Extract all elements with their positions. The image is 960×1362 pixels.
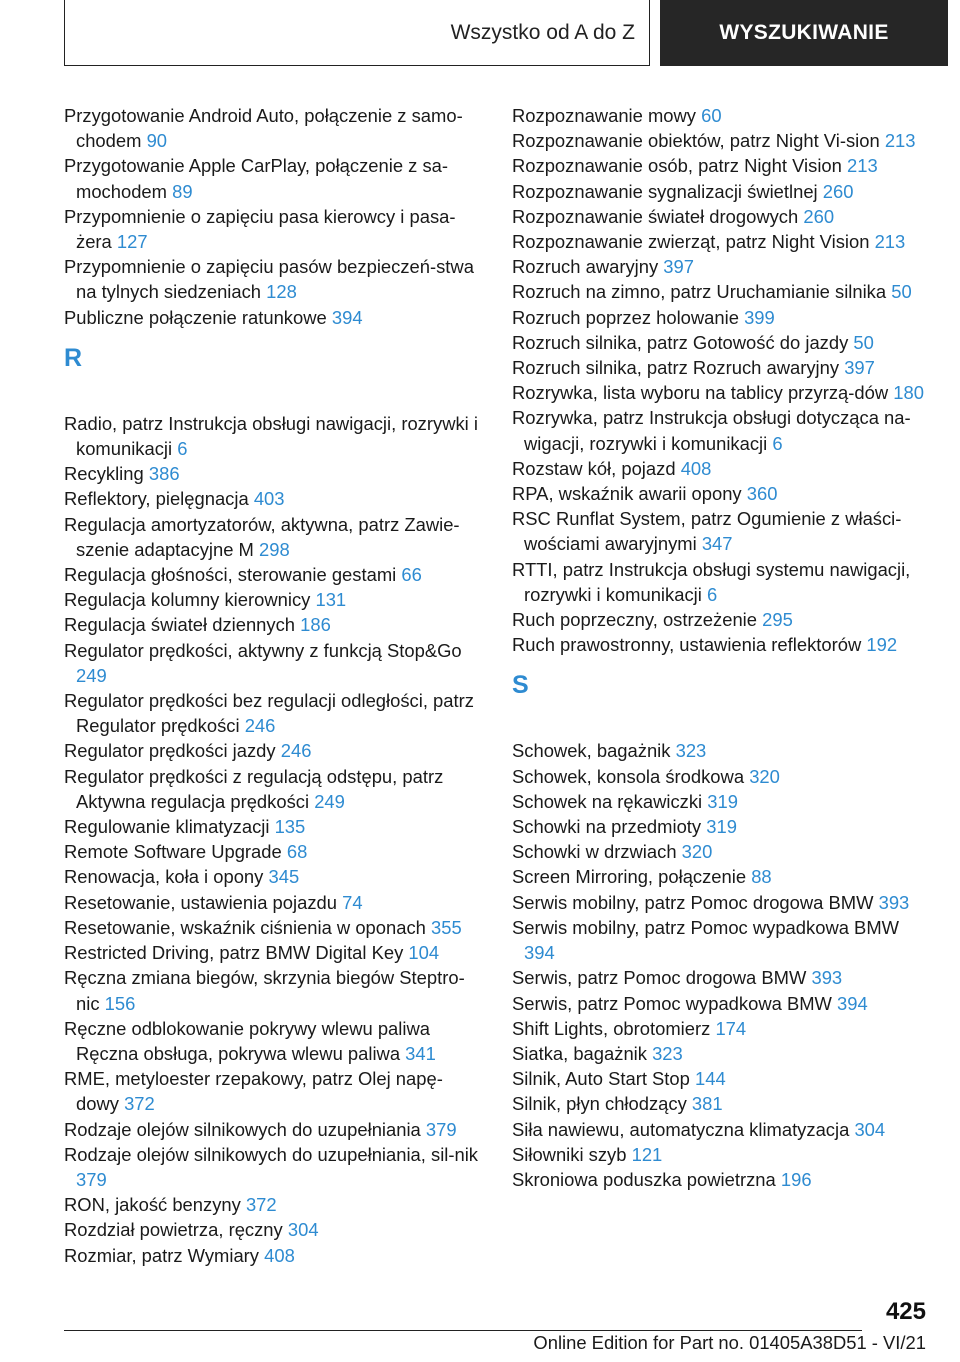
index-entry	[64, 1243, 484, 1268]
entry-text: Shift Lights, obrotomierz	[512, 1017, 711, 1039]
index-entry	[64, 512, 484, 562]
tab-a-to-z-label: Wszystko od A do Z	[450, 20, 635, 44]
entry-text: Radio, patrz Instrukcja obsługi nawigacji, rozrywki i komunikacji	[64, 412, 478, 460]
page-link[interactable]: 6	[177, 438, 188, 460]
entry-text: Regulator prędkości z regulacją odstępu, patrz Aktywna regulacja prędkości	[64, 765, 444, 812]
entry-text: Siłowniki szyb	[512, 1143, 627, 1165]
entry-text: Przypomnienie o zapięciu pasa kierowcy i pasa‐żera	[64, 205, 456, 253]
index-entry	[64, 1217, 484, 1242]
index-entry	[512, 229, 932, 254]
index-entry	[512, 128, 932, 153]
entry-text: Silnik, płyn chłodzący	[512, 1093, 687, 1115]
entry-text: Ruch prawostronny, ustawienia reflektorów	[512, 634, 862, 656]
page-link[interactable]: 323	[652, 1042, 683, 1064]
index-entry	[64, 738, 484, 763]
entry-text: Reflektory, pielęgnacja	[64, 488, 249, 510]
entry-text: Regulator prędkości jazdy	[64, 740, 276, 762]
entry-text: Rozruch awaryjny	[512, 256, 659, 278]
page-link[interactable]: 304	[287, 1219, 319, 1241]
index-entry	[64, 1117, 484, 1142]
entry-text: Recykling	[64, 463, 144, 485]
index-entry	[512, 1167, 932, 1192]
entry-text: RSC Runflat System, patrz Ogumienie z właści‐wościami awaryjnymi	[512, 508, 902, 555]
page-link[interactable]: 89	[172, 180, 193, 202]
entry-text: Remote Software Upgrade	[64, 841, 282, 863]
page-link[interactable]: 180	[893, 382, 924, 404]
index-entry	[64, 688, 484, 738]
entry-text: Renowacja, koła i opony	[64, 866, 264, 888]
entry-text: Przypomnienie o zapięciu pasów bezpieczeń‐stwa na tylnych siedzeniach	[64, 256, 474, 303]
page-link[interactable]: 295	[762, 609, 793, 631]
entry-text: Ruch poprzeczny, ostrzeżenie	[512, 609, 757, 631]
index-entry	[64, 612, 484, 637]
page-link[interactable]: 399	[744, 306, 775, 328]
page-link[interactable]: 360	[746, 483, 778, 505]
entry-text: Schowki na przedmioty	[512, 816, 702, 838]
entry-text: Rozruch silnika, patrz Gotowość do jazdy	[512, 331, 849, 353]
entry-text: Siatka, bagażnik	[512, 1042, 647, 1064]
entry-text: Regulacja świateł dziennych	[64, 614, 296, 636]
index-entry	[64, 1142, 484, 1192]
index-entry	[512, 991, 932, 1016]
index-entry	[512, 179, 932, 204]
page-link[interactable]: 174	[715, 1017, 747, 1039]
entry-text: Rodzaje olejów silnikowych do uzupełniania, sil‐nik	[64, 1143, 479, 1165]
page-link[interactable]: 345	[268, 866, 300, 888]
page-link[interactable]: 144	[695, 1068, 726, 1090]
page-link[interactable]: 408	[680, 457, 712, 479]
index-entry	[64, 461, 484, 486]
index-entry	[512, 481, 932, 506]
page-link[interactable]: 88	[751, 866, 772, 888]
index-entry	[512, 153, 932, 178]
page-link[interactable]: 397	[663, 256, 694, 278]
index-entry	[512, 330, 932, 355]
page-link[interactable]: 394	[331, 306, 363, 328]
footer-divider	[64, 1330, 862, 1331]
index-entry	[64, 305, 484, 330]
index-entry	[64, 587, 484, 612]
section-letter: R	[64, 343, 83, 372]
index-entry	[64, 153, 484, 203]
index-column-right	[512, 103, 932, 1192]
tab-a-to-z[interactable]	[64, 0, 650, 66]
page-link[interactable]: 213	[847, 155, 878, 177]
entry-text: Rozdział powietrza, ręczny	[64, 1219, 283, 1241]
page-link[interactable]: 156	[104, 992, 136, 1014]
page-link[interactable]: 379	[425, 1118, 457, 1140]
page-link[interactable]: 304	[854, 1118, 886, 1140]
page-link[interactable]: 66	[401, 564, 422, 586]
page-link[interactable]: 6	[772, 432, 783, 454]
entry-text: Rozmiar, patrz Wymiary	[64, 1244, 260, 1266]
entry-text: Serwis mobilny, patrz Pomoc wypadkowa BMW	[512, 916, 900, 938]
page-link[interactable]: 246	[244, 715, 276, 737]
index-entry	[512, 506, 932, 556]
page-link[interactable]: 128	[266, 281, 297, 303]
page-link[interactable]: 355	[431, 916, 462, 938]
entry-text: Przygotowanie Apple CarPlay, połączenie z sa‐mochodem	[64, 155, 449, 202]
index-entry	[512, 965, 932, 990]
entry-text: Serwis, patrz Pomoc wypadkowa BMW	[512, 992, 832, 1014]
index-entry	[512, 814, 932, 839]
section-letter: S	[512, 671, 529, 700]
page-link[interactable]: 104	[408, 942, 440, 964]
page-link[interactable]: 127	[116, 231, 148, 253]
entry-text: Skroniowa poduszka powietrzna	[512, 1168, 776, 1190]
page-link[interactable]: 249	[314, 790, 345, 812]
index-entry	[64, 915, 484, 940]
page-link[interactable]: 386	[148, 463, 180, 485]
index-entry	[64, 204, 484, 254]
index-entry	[512, 1041, 932, 1066]
entry-text: Serwis, patrz Pomoc drogowa BMW	[512, 967, 807, 989]
tab-search[interactable]	[660, 0, 948, 66]
index-entry	[512, 1091, 932, 1116]
index-entry	[512, 305, 932, 330]
index-entry	[512, 1016, 932, 1041]
page-link[interactable]: 192	[866, 634, 898, 656]
index-entry	[512, 279, 932, 304]
page-link[interactable]: 60	[701, 105, 722, 126]
entry-text: Ręczne odblokowanie pokrywy wlewu paliwa Ręczna obsługa, pokrywa wlewu paliwa	[64, 1017, 430, 1064]
entry-text: Schowek na rękawiczki	[512, 790, 703, 812]
page-link[interactable]: 68	[286, 841, 308, 863]
page-link[interactable]: 341	[405, 1042, 436, 1064]
page-link[interactable]: 246	[280, 740, 312, 762]
entry-text: Schowki w drzwiach	[512, 841, 677, 863]
page-link[interactable]: 90	[146, 130, 168, 152]
tab-search-label: WYSZUKIWANIE	[719, 21, 889, 44]
entry-text: Resetowanie, ustawienia pojazdu	[64, 891, 337, 913]
page-link[interactable]: 372	[124, 1093, 155, 1115]
entry-text: RON, jakość benzyny	[64, 1194, 241, 1216]
entry-text: Regulacja amortyzatorów, aktywna, patrz Zawie‐szenie adaptacyjne M	[64, 513, 460, 560]
footer-edition: Online Edition for Part no. 01405A38D51 - VI/21	[533, 1332, 926, 1353]
entry-text: Resetowanie, wskaźnik ciśnienia w oponach	[64, 916, 426, 938]
index-entry	[512, 1117, 932, 1142]
entry-text: Schowek, konsola środkowa	[512, 765, 745, 787]
index-entry	[512, 204, 932, 229]
page-link[interactable]: 74	[342, 891, 363, 913]
index-entry	[64, 839, 484, 864]
index-entry	[64, 940, 484, 965]
entry-text: RME, metyloester rzepakowy, patrz Olej napę‐dowy	[64, 1068, 443, 1115]
entry-text: Publiczne połączenie ratunkowe	[64, 306, 327, 328]
page-link[interactable]: 323	[675, 740, 707, 762]
entry-text: Serwis mobilny, patrz Pomoc drogowa BMW	[512, 891, 874, 913]
page-link[interactable]: 394	[524, 942, 555, 964]
entry-text: Rozpoznawanie mowy	[512, 105, 696, 126]
page-link[interactable]: 186	[300, 614, 331, 636]
page-link[interactable]: 260	[803, 205, 835, 227]
page-link[interactable]: 213	[874, 231, 906, 253]
entry-text: Rozpoznawanie świateł drogowych	[512, 205, 799, 227]
index-entry	[64, 411, 484, 461]
page-link[interactable]: 408	[264, 1244, 295, 1266]
index-entry	[512, 456, 932, 481]
page-link[interactable]: 298	[259, 538, 290, 560]
page-link[interactable]: 320	[681, 841, 713, 863]
entry-text: Silnik, Auto Start Stop	[512, 1068, 690, 1090]
index-entry	[64, 103, 484, 153]
entry-text: Screen Mirroring, połączenie	[512, 866, 747, 888]
entry-text: Przygotowanie Android Auto, połączenie z samo‐chodem	[64, 105, 463, 152]
page-link[interactable]: 131	[315, 589, 347, 611]
index-entry	[64, 814, 484, 839]
page-link[interactable]: 50	[853, 331, 874, 353]
page-link[interactable]: 135	[274, 816, 306, 838]
entry-text: Rozpoznawanie sygnalizacji świetlnej	[512, 180, 818, 202]
index-entry	[64, 1192, 484, 1217]
entry-text: Rozrywka, lista wyboru na tablicy przyrzą‐dów	[512, 382, 889, 404]
page-link[interactable]: 394	[837, 992, 868, 1014]
entry-text: RPA, wskaźnik awarii opony	[512, 483, 742, 505]
index-entry	[512, 915, 932, 965]
index-entry	[512, 632, 932, 657]
index-entry	[512, 380, 932, 405]
entry-text: Regulowanie klimatyzacji	[64, 816, 270, 838]
index-entry	[64, 486, 484, 511]
page-link[interactable]: 319	[706, 816, 737, 838]
index-entry	[64, 1016, 484, 1066]
entry-text: Rozpoznawanie osób, patrz Night Vision	[512, 155, 842, 177]
entry-text: Rozrywka, patrz Instrukcja obsługi dotycząca na‐wigacji, rozrywki i komunikacji	[512, 407, 911, 454]
index-entry	[512, 254, 932, 279]
index-entry	[512, 738, 932, 763]
index-entry	[64, 254, 484, 304]
page-link[interactable]: 320	[749, 765, 780, 787]
index-entry	[512, 557, 932, 607]
index-entry	[64, 638, 484, 688]
index-entry	[64, 1066, 484, 1116]
index-entry	[64, 764, 484, 814]
page-link[interactable]: 379	[76, 1168, 107, 1190]
index-entry	[512, 355, 932, 380]
page-link[interactable]: 319	[707, 790, 738, 812]
entry-text: Rodzaje olejów silnikowych do uzupełniania	[64, 1118, 421, 1140]
index-entry	[64, 890, 484, 915]
index-entry	[512, 890, 932, 915]
index-entry	[512, 405, 932, 455]
index-entry	[512, 1066, 932, 1091]
index-entry	[512, 1142, 932, 1167]
entry-text: RTTI, patrz Instrukcja obsługi systemu nawigacji, rozrywki i komunikacji	[512, 558, 911, 605]
page-link[interactable]: 50	[891, 281, 912, 303]
entry-text: Rozpoznawanie obiektów, patrz Night Vi‐sion	[512, 130, 880, 152]
entry-text: Schowek, bagażnik	[512, 740, 671, 762]
index-entry	[512, 764, 932, 789]
entry-text: Regulator prędkości bez regulacji odległości, patrz Regulator prędkości	[64, 690, 474, 737]
entry-text: Rozstaw kół, pojazd	[512, 457, 676, 479]
entry-text: Ręczna zmiana biegów, skrzynia biegów Steptro‐nic	[64, 967, 465, 1014]
page-number: 425	[885, 1298, 926, 1325]
index-entry	[512, 103, 932, 128]
page-link[interactable]: 347	[701, 533, 733, 555]
entry-text: Regulacja kolumny kierownicy	[64, 589, 311, 611]
page-link[interactable]: 6	[706, 583, 718, 605]
page-link[interactable]: 403	[253, 488, 285, 510]
entry-text: Rozruch poprzez holowanie	[512, 306, 739, 328]
index-entry	[64, 562, 484, 587]
entry-text: Siła nawiewu, automatyczna klimatyzacja	[512, 1118, 850, 1140]
page-link[interactable]: 213	[884, 130, 916, 152]
page-link[interactable]: 372	[245, 1194, 277, 1216]
entry-text: Regulacja głośności, sterowanie gestami	[64, 564, 397, 586]
index-entry	[512, 607, 932, 632]
page-link[interactable]: 121	[631, 1143, 663, 1165]
entry-text: Rozruch na zimno, patrz Uruchamianie silnika	[512, 281, 887, 303]
index-entry	[512, 839, 932, 864]
page-link[interactable]: 393	[878, 891, 910, 913]
page-link[interactable]: 249	[76, 664, 107, 686]
page-link[interactable]: 260	[822, 180, 854, 202]
entry-text: Restricted Driving, patrz BMW Digital Key	[64, 942, 404, 964]
page-link[interactable]: 196	[780, 1168, 812, 1190]
index-entry	[512, 789, 932, 814]
entry-text: Regulator prędkości, aktywny z funkcją Stop&Go	[64, 639, 462, 661]
page-link[interactable]: 397	[844, 357, 875, 379]
index-column-left	[64, 103, 484, 1268]
index-entry	[64, 864, 484, 889]
page-link[interactable]: 381	[691, 1093, 723, 1115]
entry-text: Rozpoznawanie zwierząt, patrz Night Vision	[512, 231, 870, 253]
index-entry	[64, 965, 484, 1015]
page-link[interactable]: 393	[811, 967, 843, 989]
index-entry	[512, 864, 932, 889]
entry-text: Rozruch silnika, patrz Rozruch awaryjny	[512, 357, 840, 379]
